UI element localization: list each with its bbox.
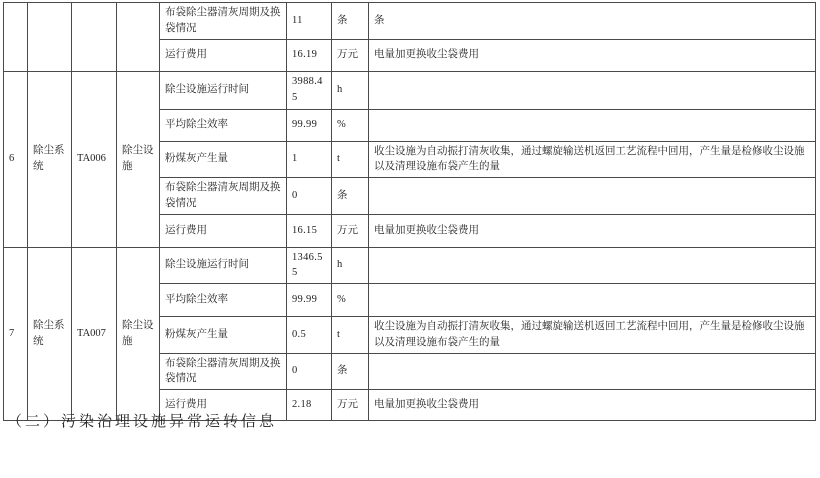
param-cell: 粉煤灰产生量 (160, 141, 287, 178)
param-cell: 运行费用 (160, 39, 287, 71)
system-cell (28, 3, 72, 72)
note-cell: 电量加更换收尘袋费用 (369, 390, 816, 421)
value-cell: 0.5 (287, 317, 332, 354)
value-cell: 99.99 (287, 109, 332, 141)
param-cell: 除尘设施运行时间 (160, 247, 287, 284)
param-cell: 布袋除尘器清灰周期及换袋情况 (160, 3, 287, 40)
value-cell: 16.15 (287, 214, 332, 247)
unit-cell: 条 (332, 353, 369, 390)
section-heading: （二）污染治理设施异常运转信息 (7, 414, 278, 430)
note-cell: 条 (369, 3, 816, 40)
value-cell: 99.99 (287, 284, 332, 317)
param-cell: 平均除尘效率 (160, 284, 287, 317)
pollution-facility-table (3, 2, 816, 421)
unit-cell: 万元 (332, 214, 369, 247)
system-cell: 除尘系统 (28, 247, 72, 421)
code-cell (72, 3, 117, 72)
unit-cell: 条 (332, 3, 369, 40)
note-cell (369, 109, 816, 141)
param-cell: 平均除尘效率 (160, 109, 287, 141)
note-cell: 电量加更换收尘袋费用 (369, 39, 816, 71)
table-row (4, 71, 816, 109)
value-cell: 0 (287, 353, 332, 390)
table-row (4, 3, 816, 40)
note-cell (369, 353, 816, 390)
param-cell: 运行费用 (160, 390, 287, 421)
note-cell (369, 178, 816, 215)
unit-cell: 万元 (332, 390, 369, 421)
value-cell: 0 (287, 178, 332, 215)
value-cell: 2.18 (287, 390, 332, 421)
facility-cell: 除尘设施 (117, 247, 160, 421)
row-index-cell: 6 (4, 71, 28, 247)
value-cell: 11 (287, 3, 332, 40)
note-cell: 收尘设施为自动振打清灰收集，通过螺旋输送机返回工艺流程中回用，产生量是检修收尘设施以及清理设施布袋产生的量 (369, 141, 816, 178)
facility-cell: 除尘设施 (117, 71, 160, 247)
unit-cell: t (332, 141, 369, 178)
value-cell: 16.19 (287, 39, 332, 71)
param-cell: 粉煤灰产生量 (160, 317, 287, 354)
table-row (4, 247, 816, 284)
value-cell: 1 (287, 141, 332, 178)
facility-cell (117, 3, 160, 72)
unit-cell: 条 (332, 178, 369, 215)
note-cell (369, 247, 816, 284)
note-cell (369, 71, 816, 109)
value-cell: 3988.45 (287, 71, 332, 109)
unit-cell: h (332, 71, 369, 109)
unit-cell: t (332, 317, 369, 354)
note-cell (369, 284, 816, 317)
param-cell: 除尘设施运行时间 (160, 71, 287, 109)
param-cell: 布袋除尘器清灰周期及换袋情况 (160, 178, 287, 215)
row-index-cell (4, 3, 28, 72)
code-cell: TA007 (72, 247, 117, 421)
unit-cell: % (332, 284, 369, 317)
value-cell: 1346.55 (287, 247, 332, 284)
note-cell: 收尘设施为自动振打清灰收集，通过螺旋输送机返回工艺流程中回用，产生量是检修收尘设施以及清理设施布袋产生的量 (369, 317, 816, 354)
unit-cell: h (332, 247, 369, 284)
unit-cell: 万元 (332, 39, 369, 71)
note-cell: 电量加更换收尘袋费用 (369, 214, 816, 247)
code-cell: TA006 (72, 71, 117, 247)
param-cell: 布袋除尘器清灰周期及换袋情况 (160, 353, 287, 390)
unit-cell: % (332, 109, 369, 141)
system-cell: 除尘系统 (28, 71, 72, 247)
param-cell: 运行费用 (160, 214, 287, 247)
row-index-cell: 7 (4, 247, 28, 421)
